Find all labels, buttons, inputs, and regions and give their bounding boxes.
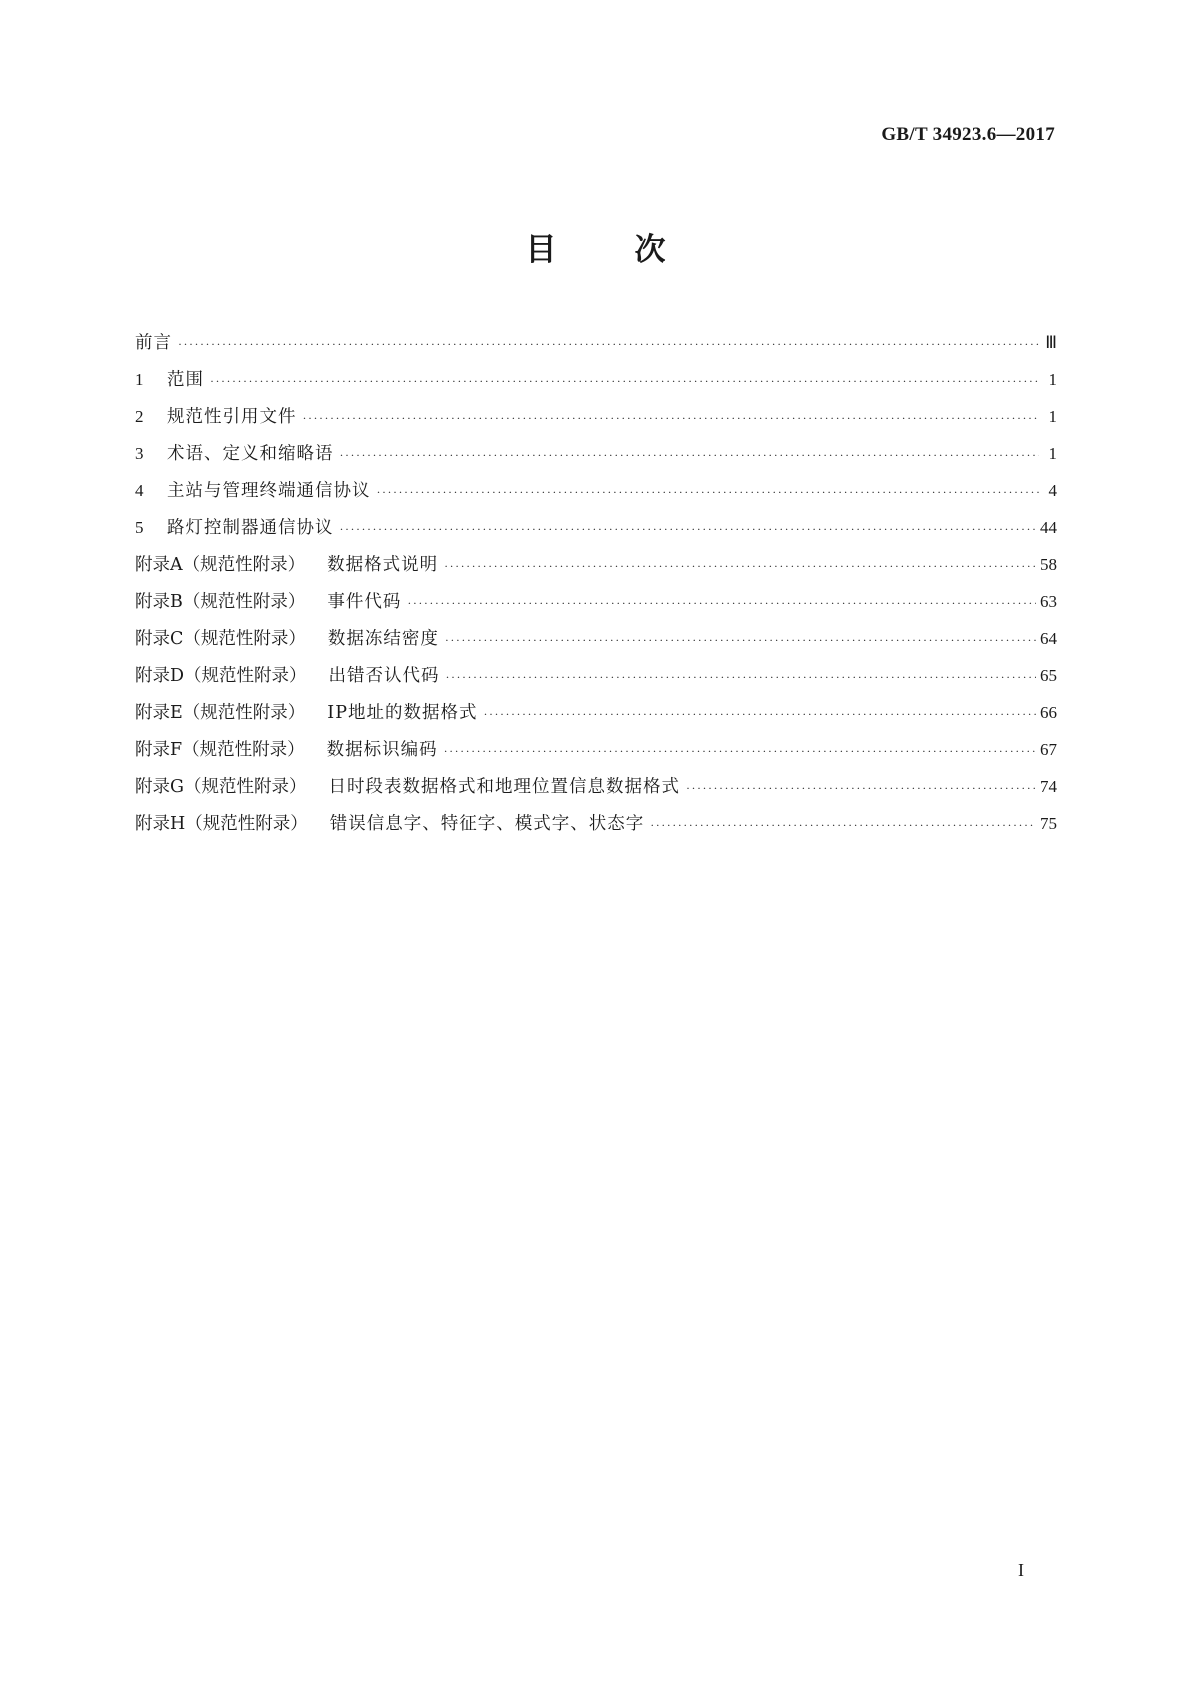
toc-entry-appendix-b[interactable] — [135, 588, 1057, 625]
toc-leader-dots — [303, 411, 1040, 426]
toc-leader-dots — [178, 337, 1039, 352]
toc-page-number: 58 — [1040, 555, 1057, 574]
toc-page-number: 66 — [1040, 703, 1057, 722]
toc-entry-title: 路灯控制器通信协议 — [167, 518, 334, 538]
toc-leader-dots — [686, 781, 1036, 796]
toc-entry-title: 前言 — [135, 333, 172, 353]
toc-page-number: 74 — [1040, 777, 1057, 796]
toc-entry-title: 数据冻结密度 — [327, 629, 439, 649]
toc-page-number: 67 — [1040, 740, 1057, 759]
toc-entry-title: 范围 — [167, 370, 204, 390]
toc-leader-dots — [210, 374, 1039, 389]
toc-entry-appendix-e[interactable] — [135, 699, 1057, 736]
toc-entry-title: 错误信息字、特征字、模式字、状态字 — [329, 814, 645, 834]
toc-entry-number: 2 — [135, 407, 144, 426]
toc-page-number: 4 — [1048, 481, 1057, 500]
toc-entry-terms[interactable] — [135, 440, 1057, 477]
toc-leader-dots — [377, 485, 1040, 500]
toc-entry-title: 数据标识编码 — [326, 740, 438, 760]
toc-page-number: 65 — [1040, 666, 1057, 685]
toc-appendix-label: 附录D（规范性附录） — [135, 666, 307, 686]
page-number: I — [1018, 1560, 1024, 1580]
toc-entry-title: IP地址的数据格式 — [327, 703, 478, 723]
toc-leader-dots — [446, 670, 1036, 685]
toc-entry-number: 4 — [135, 481, 144, 500]
toc-page-number: Ⅲ — [1045, 333, 1057, 352]
toc-entry-appendix-f[interactable] — [135, 736, 1057, 773]
toc-entry-number: 1 — [135, 370, 144, 389]
toc-entry-master-station-protocol[interactable] — [135, 477, 1057, 514]
toc-entry-appendix-h[interactable] — [135, 810, 1057, 847]
toc-appendix-label: 附录G（规范性附录） — [135, 777, 307, 797]
toc-entry-number: 5 — [135, 518, 144, 537]
toc-page-number: 1 — [1048, 407, 1057, 426]
toc-leader-dots — [445, 633, 1036, 648]
toc-entry-number: 3 — [135, 444, 144, 463]
toc-entry-title: 事件代码 — [327, 592, 402, 612]
toc-entry-title: 规范性引用文件 — [167, 407, 297, 427]
toc-entry-streetlight-controller-protocol[interactable] — [135, 514, 1057, 551]
toc-page-number: 1 — [1048, 444, 1057, 463]
toc-appendix-label: 附录A（规范性附录） — [135, 555, 306, 575]
toc-entry-appendix-a[interactable] — [135, 551, 1057, 588]
toc-leader-dots — [340, 448, 1040, 463]
toc-entry-scope[interactable] — [135, 366, 1057, 403]
toc-page-number: 75 — [1040, 814, 1057, 833]
toc-appendix-label: 附录F（规范性附录） — [135, 740, 305, 760]
standard-code: GB/T 34923.6—2017 — [881, 124, 1055, 145]
toc-entry-appendix-g[interactable] — [135, 773, 1057, 810]
toc-entry-appendix-c[interactable] — [135, 625, 1057, 662]
toc-entry-foreword[interactable] — [135, 329, 1057, 366]
toc-entry-title: 日时段表数据格式和地理位置信息数据格式 — [328, 777, 680, 797]
toc-page-number: 64 — [1040, 629, 1057, 648]
toc-leader-dots — [483, 707, 1036, 722]
toc-leader-dots — [340, 522, 1037, 537]
toc-appendix-label: 附录H（规范性附录） — [135, 814, 308, 834]
toc-page-number: 63 — [1040, 592, 1057, 611]
toc-appendix-label: 附录C（规范性附录） — [135, 629, 306, 649]
toc-page-number: 1 — [1048, 370, 1057, 389]
toc-appendix-label: 附录E（规范性附录） — [135, 703, 306, 723]
toc-appendix-label: 附录B（规范性附录） — [135, 592, 306, 612]
toc-entry-title: 术语、定义和缩略语 — [167, 444, 334, 464]
toc-leader-dots — [444, 744, 1036, 759]
toc-entry-title: 主站与管理终端通信协议 — [167, 481, 371, 501]
toc-entry-appendix-d[interactable] — [135, 662, 1057, 699]
toc-entry-title: 数据格式说明 — [327, 555, 439, 575]
toc-entry-title: 出错否认代码 — [328, 666, 440, 686]
toc-leader-dots — [407, 596, 1036, 611]
toc-page-number: 44 — [1040, 518, 1057, 537]
table-of-contents — [135, 329, 1057, 847]
page-title: 目次 — [525, 232, 744, 268]
toc-entry-normative-references[interactable] — [135, 403, 1057, 440]
toc-leader-dots — [444, 559, 1036, 574]
toc-leader-dots — [650, 818, 1036, 833]
